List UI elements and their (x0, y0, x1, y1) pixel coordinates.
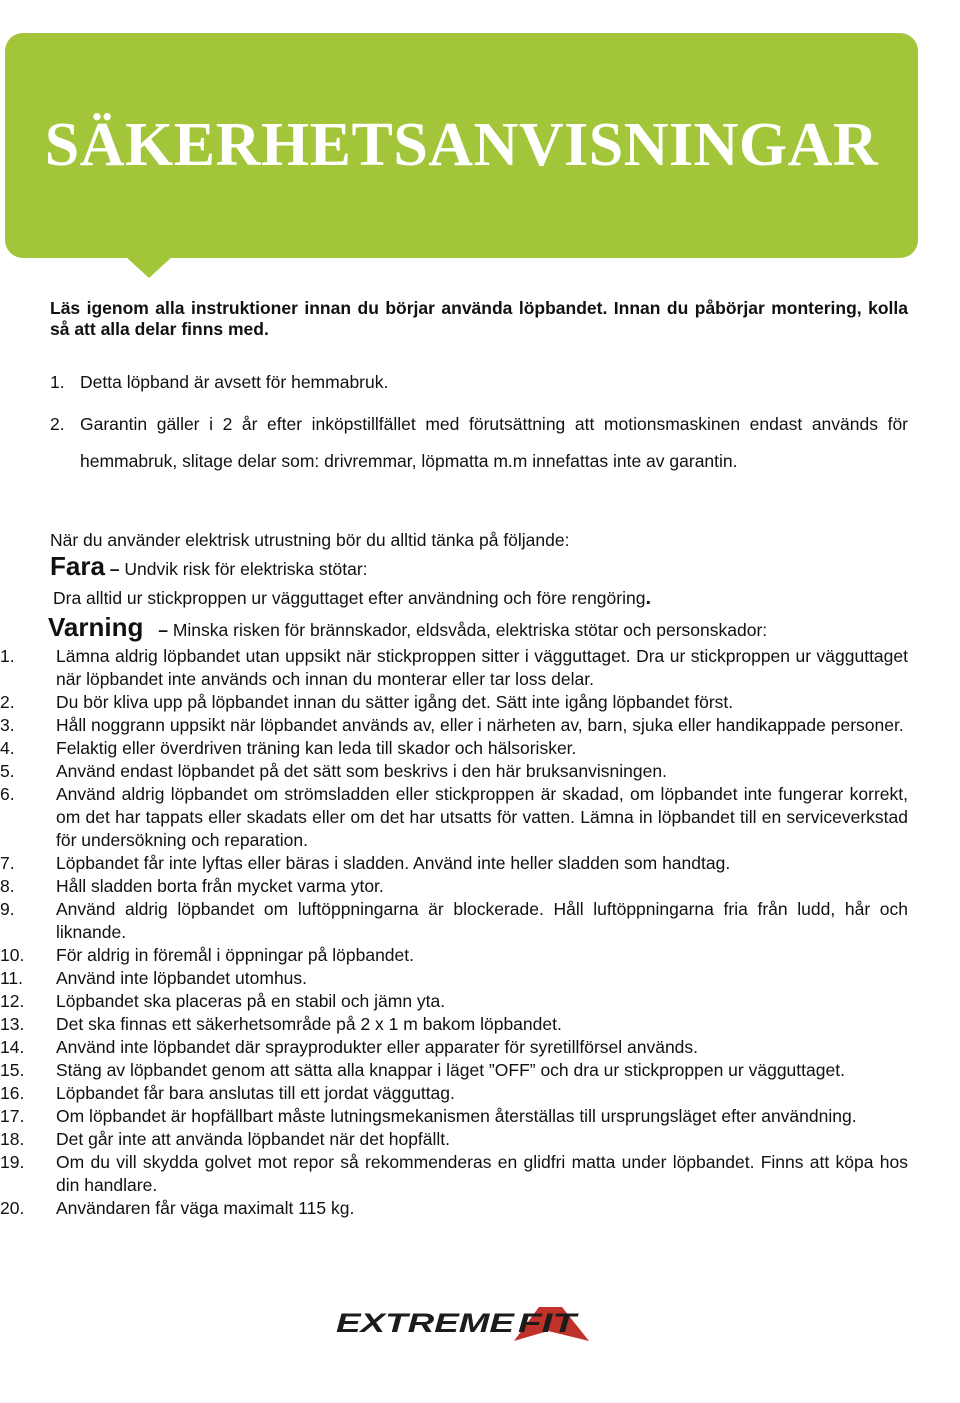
warning-word: Varning (48, 612, 144, 642)
list-number: 17. (0, 1106, 25, 1126)
list-item (0, 714, 908, 737)
list-item (0, 1059, 908, 1082)
list-item (0, 852, 908, 875)
list-number: 19. (0, 1152, 25, 1172)
warning-heading (48, 612, 928, 645)
list-item (0, 1128, 908, 1151)
list-number: 2. (0, 692, 15, 712)
danger-detail (53, 588, 911, 609)
list-item (0, 967, 908, 990)
warning-dash: – (158, 620, 168, 640)
list-text: Du bör kliva upp på löpbandet innan du sätter igång det. Sätt inte igång löpbandet först. (56, 692, 734, 712)
danger-detail-end: . (645, 587, 652, 609)
list-text: Detta löpband är avsett för hemmabruk. (80, 372, 389, 392)
list-item (0, 1151, 908, 1197)
list-item (0, 990, 908, 1013)
list-item (0, 691, 908, 714)
list-number: 9. (0, 899, 15, 919)
list-number: 15. (0, 1060, 25, 1080)
list-text: Löpbandet får inte lyftas eller bäras i sladden. Använd inte heller sladden som handtag. (56, 853, 731, 873)
list-item (0, 737, 908, 760)
list-text: Använd aldrig löpbandet om luftöppningarna är blockerade. Håll luftöppningarna fria från ludd, hår och liknande. (56, 899, 908, 942)
list-item (0, 898, 908, 944)
list-text: Håll noggrann uppsikt när löpbandet används av, eller i närheten av, barn, sjuka eller handikappade personer. (56, 715, 904, 735)
list-text: Använd aldrig löpbandet om strömsladden eller stickproppen är skadad, om löpbandet inte fungerar korrekt, om det har tappats eller skadats eller om det har utsatts för vatten. Lämna in löpbandet till en serviceverkstad för undersökning och reparation. (56, 784, 908, 850)
list-text: Håll sladden borta från mycket varma ytor. (56, 876, 384, 896)
list-item (0, 875, 908, 898)
list-item (0, 944, 908, 967)
list-number: 4. (0, 738, 15, 758)
list-text: Garantin gäller i 2 år efter inköpstillfället med förutsättning att motionsmaskinen endast används för hemmabruk, slitage delar som: drivremmar, löpmatta m.m innefattas inte av garantin. (80, 414, 908, 471)
list-number: 14. (0, 1037, 25, 1057)
list-number: 6. (0, 784, 15, 804)
extremefit-logo (334, 1303, 590, 1343)
list-number: 16. (0, 1083, 25, 1103)
danger-heading (50, 551, 908, 581)
list-text: Om du vill skydda golvet mot repor så rekommenderas en glidfri matta under löpbandet. Finns att köpa hos din handlare. (56, 1152, 908, 1195)
list-item (0, 1105, 908, 1128)
warning-list (0, 645, 908, 1220)
list-text: Lämna aldrig löpbandet utan uppsikt när stickproppen sitter i vägguttaget. Dra ur stickproppen ur vägguttaget när löpbandet inte används och innan du monterar eller tar loss delar. (56, 646, 908, 689)
electric-intro: När du använder elektrisk utrustning bör du alltid tänka på följande: (50, 530, 570, 550)
list-text: Stäng av löpbandet genom att sätta alla knappar i läget ”OFF” och dra ur stickproppen ur vägguttaget. (56, 1060, 845, 1080)
list-text: Löpbandet får bara anslutas till ett jordat vägguttag. (56, 1083, 455, 1103)
list-number: 13. (0, 1014, 25, 1034)
list-number: 7. (0, 853, 15, 873)
list-text: Om löpbandet är hopfällbart måste lutningsmekanismen återställas till ursprungsläget efter användning. (56, 1106, 857, 1126)
list-text: Löpbandet ska placeras på en stabil och jämn yta. (56, 991, 446, 1011)
list-item (0, 760, 908, 783)
list-number: 1. (50, 372, 65, 392)
list-number: 3. (0, 715, 15, 735)
list-number: 10. (0, 945, 25, 965)
danger-dash: – (109, 559, 120, 579)
list-item (0, 783, 908, 852)
list-text: Användaren får väga maximalt 115 kg. (56, 1198, 355, 1218)
danger-detail-text: Dra alltid ur stickproppen ur vägguttaget efter användning och före rengöring (53, 588, 646, 608)
list-item (0, 1197, 908, 1220)
list-text: Felaktig eller överdriven träning kan leda till skador och hälsorisker. (56, 738, 577, 758)
list-number: 20. (0, 1198, 25, 1218)
intro-text: Läs igenom alla instruktioner innan du börjar använda löpbandet. Innan du påbörjar montering, kolla så att alla delar finns med. (50, 298, 908, 339)
general-list (50, 372, 908, 480)
list-item (0, 1013, 908, 1036)
banner-pointer (125, 256, 173, 278)
logo-text-extreme: EXTREME (336, 1308, 516, 1338)
danger-text: Undvik risk för elektriska stötar: (124, 559, 368, 579)
list-text: Det går inte att använda löpbandet när det hopfällt. (56, 1129, 451, 1149)
list-number: 1. (0, 646, 15, 666)
list-number: 12. (0, 991, 25, 1011)
list-item (50, 372, 908, 393)
list-item (0, 645, 908, 691)
list-text: Använd inte löpbandet där sprayprodukter eller apparater för syretillförsel används. (56, 1037, 699, 1057)
list-text: Använd inte löpbandet utomhus. (56, 968, 308, 988)
list-item (0, 1082, 908, 1105)
list-text: För aldrig in föremål i öppningar på löpbandet. (56, 945, 414, 965)
page-title: SÄKERHETSANVISNINGAR (44, 111, 879, 179)
list-number: 11. (0, 968, 24, 988)
list-item (0, 1036, 908, 1059)
list-item (50, 406, 908, 480)
list-text: Använd endast löpbandet på det sätt som beskrivs i den här bruksanvisningen. (56, 761, 667, 781)
list-number: 5. (0, 761, 15, 781)
logo-text-fit: FIT (518, 1308, 580, 1338)
warning-text: Minska risken för brännskador, eldsvåda, elektriska stötar och personskador: (172, 620, 768, 640)
list-text: Det ska finnas ett säkerhetsområde på 2 x 1 m bakom löpbandet. (56, 1014, 562, 1034)
list-number: 18. (0, 1129, 25, 1149)
list-number: 8. (0, 876, 15, 896)
danger-word: Fara (50, 551, 105, 581)
list-number: 2. (50, 414, 65, 434)
